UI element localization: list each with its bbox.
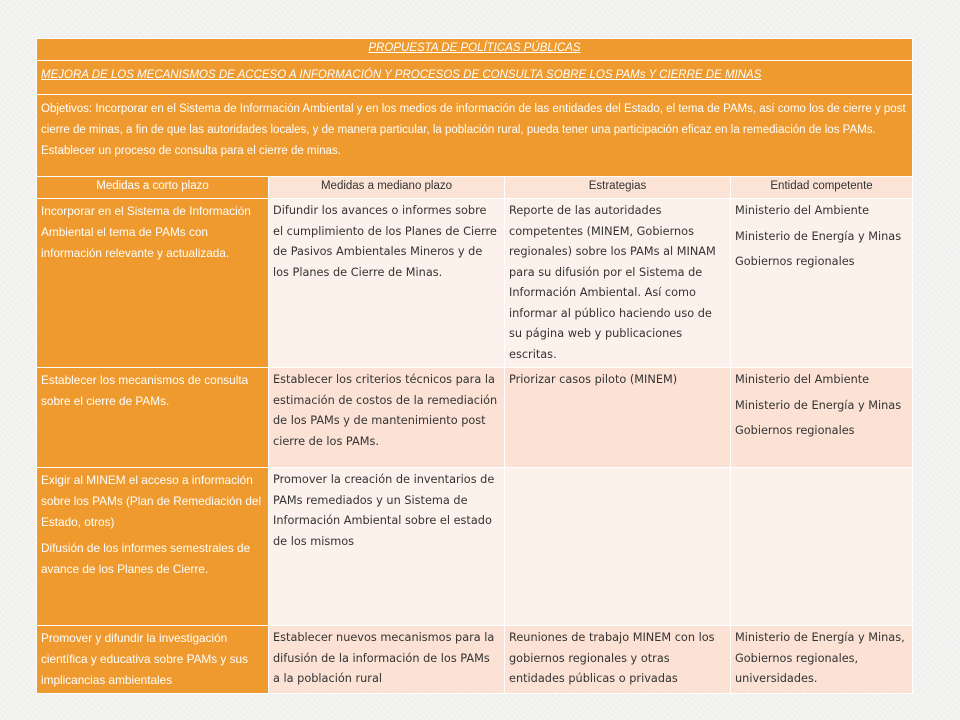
cell-mediano (269, 468, 505, 626)
table-title: PROPUESTA DE POLÍTICAS PÚBLICAS (368, 42, 581, 54)
cell-text: Ministerio de Energía y Minas (735, 398, 902, 412)
cell-text: Gobiernos regionales (735, 255, 855, 268)
table-subtitle-cell (37, 61, 913, 95)
cell-text: Establecer nuevos mecanismos para la difusión de la información de los PAMs a la población rural (273, 631, 495, 685)
cell-mediano (269, 368, 505, 468)
objectives-text: Objetivos: Incorporar en el Sistema de Información Ambiental y en los medios de información de las entidades del Estado, el tema de PAMs, así como los de cierre y post cierre de minas, a fin de que las autoridades locales, y de manera particular, la población rural, pueda tener una participación eficaz en la remediación de los PAMs. (41, 103, 906, 136)
cell-entidad (731, 368, 913, 468)
cell-text: Ministerio del Ambiente (735, 373, 870, 386)
cell-text: Gobiernos regionales (735, 424, 855, 437)
cell-corto (37, 368, 269, 468)
cell-estrategias (505, 199, 731, 368)
cell-mediano (269, 626, 505, 694)
cell-entidad (731, 199, 913, 368)
column-header-estrategias: Estrategias (505, 177, 731, 199)
table-subtitle: MEJORA DE LOS MECANISMOS DE ACCESO A INFORMACIÓN Y PROCESOS DE CONSULTA SOBRE LOS PAMs Y CIERRE DE MINAS (41, 69, 762, 81)
cell-entidad (731, 468, 913, 626)
cell-mediano (269, 199, 505, 368)
policy-table (36, 38, 913, 694)
cell-corto (37, 199, 269, 368)
column-header-entidad: Entidad competente (731, 177, 913, 199)
table-row (37, 468, 913, 626)
cell-text: Establecer los criterios técnicos para la estimación de costos de la remediación de los PAMs y de mantenimiento post cierre de los PAMs. (273, 373, 498, 448)
cell-text: Ministerio de Energía y Minas (735, 229, 902, 243)
cell-text: Incorporar en el Sistema de Información Ambiental el tema de PAMs con información relevante y actualizada. (41, 204, 251, 260)
table-row (37, 626, 913, 694)
cell-text: Exigir al MINEM el acceso a información sobre los PAMs (Plan de Remediación del Estado, otros) (41, 473, 262, 529)
cell-corto (37, 468, 269, 626)
cell-corto (37, 626, 269, 694)
cell-text: Ministerio del Ambiente (735, 204, 870, 217)
column-header-corto: Medidas a corto plazo (37, 177, 269, 199)
cell-estrategias (505, 626, 731, 694)
table-row (37, 199, 913, 368)
objectives-text-2: Establecer un proceso de consulta para el cierre de minas. (41, 145, 341, 157)
cell-text: Difusión de los informes semestrales de avance de los Planes de Cierre. (41, 541, 251, 576)
column-header-row (37, 177, 913, 199)
cell-text: Priorizar casos piloto (MINEM) (509, 373, 678, 386)
cell-text: Reuniones de trabajo MINEM con los gobiernos regionales y otras entidades públicas o privadas (509, 631, 715, 685)
objectives-cell (37, 95, 913, 177)
cell-text: Promover y difundir la investigación científica y educativa sobre PAMs y sus implicancias ambientales (41, 631, 248, 687)
cell-entidad (731, 626, 913, 694)
cell-estrategias (505, 368, 731, 468)
cell-estrategias (505, 468, 731, 626)
cell-text: Difundir los avances o informes sobre el cumplimiento de los Planes de Cierre de Pasivos Ambientales Mineros y de los Planes de Cierre de Minas. (273, 204, 497, 279)
column-header-mediano: Medidas a mediano plazo (269, 177, 505, 199)
table-title-cell (37, 39, 913, 61)
cell-text: Reporte de las autoridades competentes (MINEM, Gobiernos regionales) sobre los PAMs al MINAM para su difusión por el Sistema de Información Ambiental. Así como informar al público haciendo uso de su página web y publicaciones escritas. (509, 204, 716, 361)
cell-text: Promover la creación de inventarios de PAMs remediados y un Sistema de Información Ambiental sobre el estado de los mismos (273, 473, 495, 548)
cell-text: Ministerio de Energía y Minas, Gobiernos regionales, universidades. (735, 631, 905, 685)
table-row (37, 368, 913, 468)
cell-text: Establecer los mecanismos de consulta sobre el cierre de PAMs. (41, 373, 249, 408)
